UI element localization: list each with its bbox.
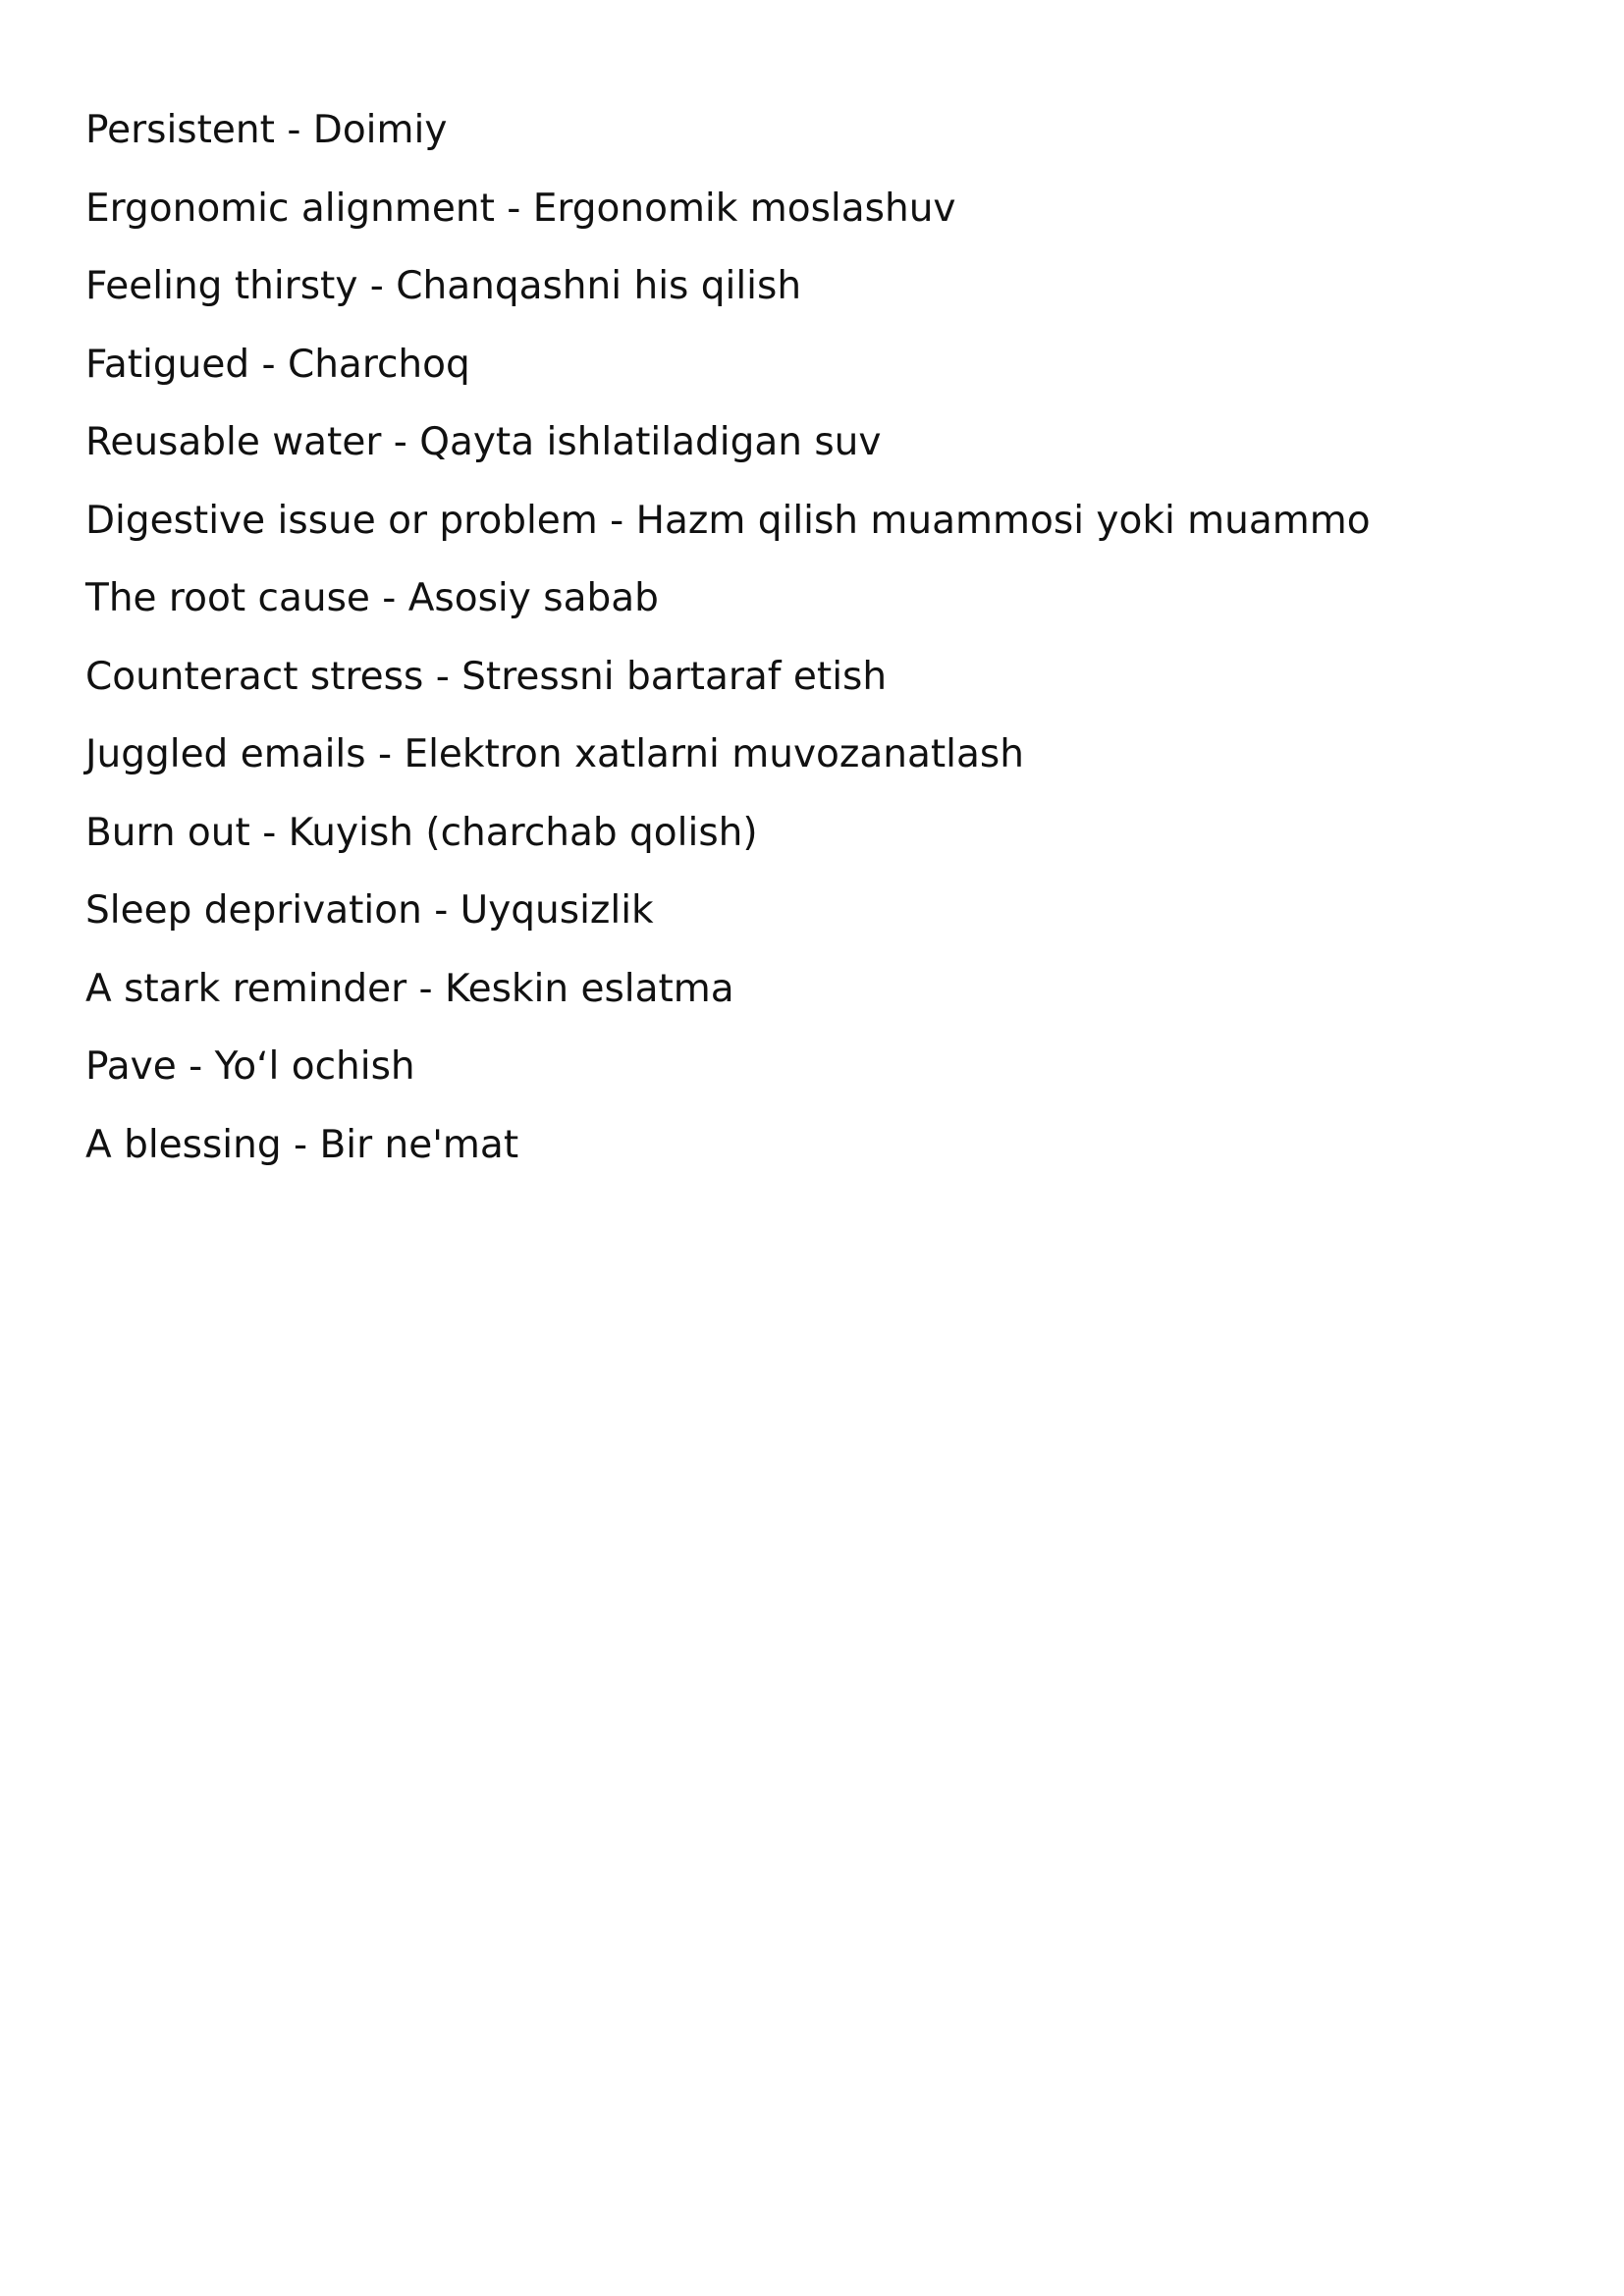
vocabulary-line: Reusable water - Qayta ishlatiladigan suv (85, 420, 882, 464)
vocabulary-line: Pave - Yo‘l ochish (85, 1044, 415, 1089)
vocabulary-line: Ergonomic alignment - Ergonomik moslashuv (85, 186, 956, 231)
vocabulary-line: A stark reminder - Keskin eslatma (85, 966, 734, 1011)
vocabulary-line: Juggled emails - Elektron xatlarni muvozanatlash (85, 732, 1024, 776)
vocabulary-line: The root cause - Asosiy sabab (85, 576, 659, 620)
vocabulary-line: Digestive issue or problem - Hazm qilish muammosi yoki muammo (85, 498, 1371, 543)
vocabulary-line: Sleep deprivation - Uyqusizlik (85, 888, 654, 933)
vocabulary-line: Fatigued - Charchoq (85, 342, 470, 387)
vocabulary-line: Burn out - Kuyish (charchab qolish) (85, 810, 758, 855)
vocabulary-list (85, 91, 1371, 1184)
vocabulary-line: Persistent - Doimiy (85, 108, 448, 152)
vocabulary-line: Counteract stress - Stressni bartaraf etish (85, 654, 888, 699)
vocabulary-line: Feeling thirsty - Chanqashni his qilish (85, 264, 802, 308)
vocabulary-line: A blessing - Bir ne'mat (85, 1122, 519, 1167)
